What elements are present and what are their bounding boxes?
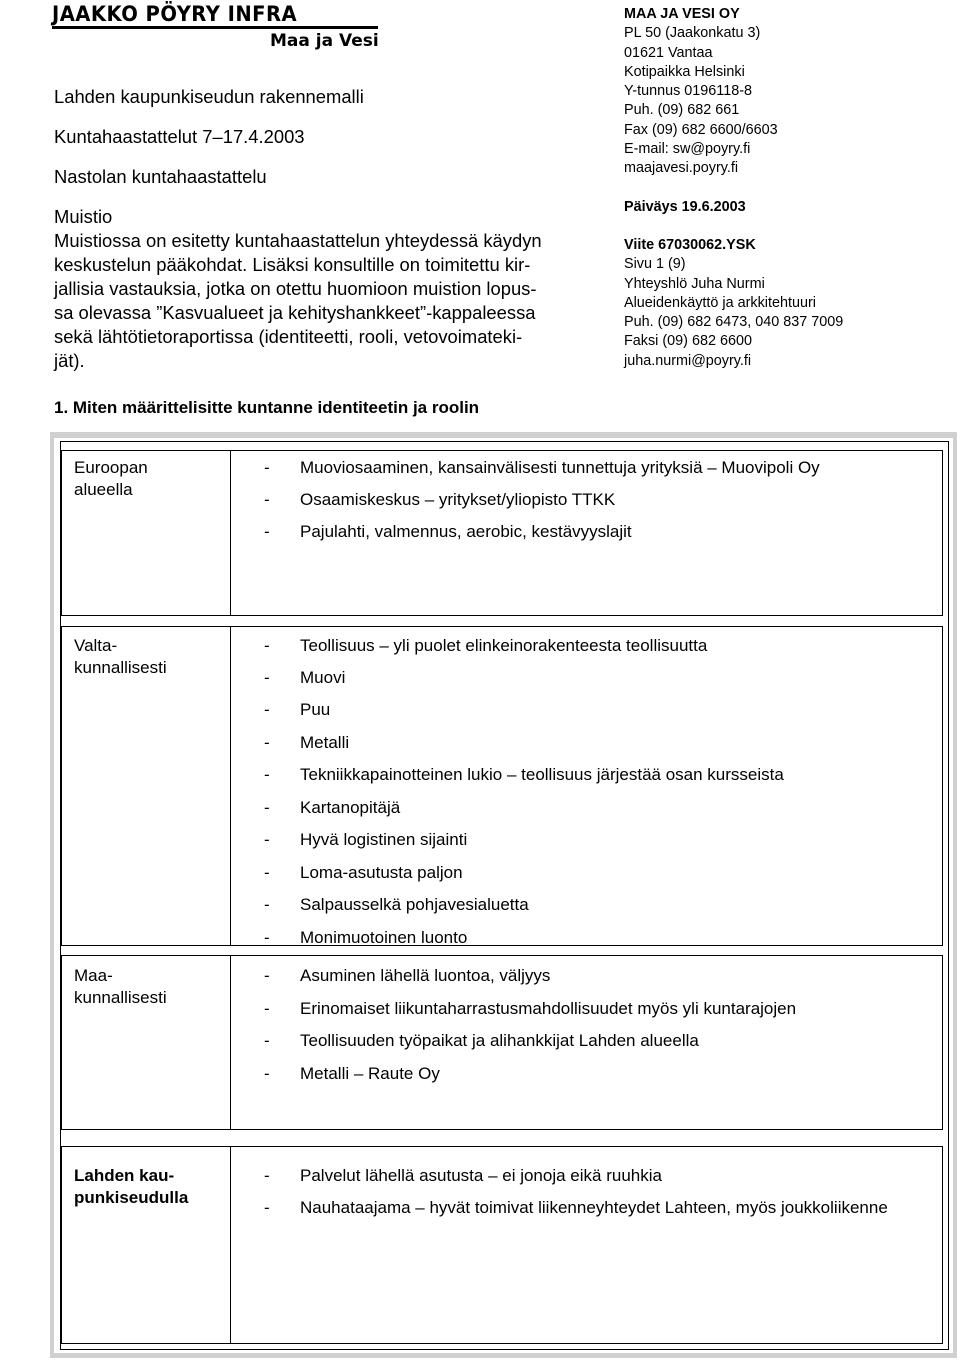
list-dash: - — [264, 863, 270, 882]
intro-line: Muistiossa on esitetty kuntahaastattelun yhteydessä käydyn — [54, 230, 542, 251]
list-item-text: Hyvä logistinen sijainti — [300, 830, 468, 849]
list-dash: - — [264, 966, 270, 985]
document-heading — [54, 85, 594, 373]
row-label-national — [74, 635, 167, 679]
intro-line: sekä lähtötietoraportissa (identiteetti, rooli, vetovoimateki- — [54, 326, 523, 347]
row-label-lahti — [74, 1165, 188, 1209]
list-item-text: Tekniikkapainotteinen lukio – teollisuus järjestää osan kursseista — [300, 765, 784, 784]
contact-line: Yhteyshlö Juha Nurmi — [624, 275, 765, 292]
list-item-text: Erinomaiset liikuntaharrastusmahdollisuudet myös yli kuntarajojen — [300, 999, 797, 1018]
address-company: MAA JA VESI OY — [624, 6, 740, 22]
list-dash: - — [264, 798, 270, 817]
address-line: Fax (09) 682 6600/6603 — [624, 121, 778, 138]
company-logo-text: JAAKKO PÖYRY INFRA — [52, 2, 298, 26]
logo-divider — [52, 26, 378, 29]
row-label-line: kunnallisesti — [74, 988, 167, 1007]
list-dash: - — [264, 490, 270, 509]
list-dash: - — [264, 928, 270, 947]
address-line: E-mail: sw@poyry.fi — [624, 141, 751, 158]
address-line: PL 50 (Jaakonkatu 3) — [624, 25, 761, 42]
list-item-text: Asuminen lähellä luontoa, väljyys — [300, 966, 551, 985]
list-dash: - — [264, 999, 270, 1018]
list-dash: - — [264, 668, 270, 687]
list-dash: - — [264, 1198, 270, 1217]
row-label-line: Lahden kau- — [74, 1166, 175, 1185]
list-dash: - — [264, 700, 270, 719]
list-item-text: Loma-asutusta paljon — [300, 863, 463, 882]
list-item-text: Teollisuus – yli puolet elinkeinorakenteesta teollisuutta — [300, 636, 708, 655]
contact-line: Puh. (09) 682 6473, 040 837 7009 — [624, 314, 844, 331]
list-item-text: Metalli – Raute Oy — [300, 1064, 440, 1083]
address-line: Y-tunnus 0196118-8 — [624, 83, 753, 100]
list-item-text: Nauhataajama – hyvät toimivat liikenneyhteydet Lahteen, myös joukkoliikenne — [300, 1198, 888, 1217]
list-dash: - — [264, 1064, 270, 1083]
contact-line: Alueidenkäyttö ja arkkitehtuuri — [624, 294, 816, 311]
list-dash: - — [264, 1031, 270, 1050]
list-item-text: Kartanopitäjä — [300, 798, 401, 817]
row-label-line: punkiseudulla — [74, 1188, 189, 1207]
list-dash: - — [264, 458, 270, 477]
list-item-text: Muoviosaaminen, kansainvälisesti tunnettuja yrityksiä – Muovipoli Oy — [300, 458, 820, 477]
interview-title: Nastolan kuntahaastattelu — [54, 166, 267, 187]
intro-line: sa olevassa ”Kasvualueet ja kehityshankkeet”-kappaleessa — [54, 302, 536, 323]
row-label-line: Valta- — [74, 636, 118, 655]
list-dash: - — [264, 765, 270, 784]
list-item-text: Muovi — [300, 668, 346, 687]
list-item-text: Monimuotoinen luonto — [300, 928, 468, 947]
list-item-text: Teollisuuden työpaikat ja alihankkijat Lahden alueella — [300, 1031, 699, 1050]
list-dash: - — [264, 522, 270, 541]
list-item-text: Salpausselkä pohjavesialuetta — [300, 895, 529, 914]
document-date: Päiväys 19.6.2003 — [624, 198, 746, 215]
question-heading: 1. Miten määrittelisitte kuntanne identiteetin ja roolin — [54, 398, 480, 417]
list-item-text: Metalli — [300, 733, 350, 752]
intro-line: jät). — [54, 350, 85, 371]
address-line: Kotipaikka Helsinki — [624, 63, 745, 80]
list-item-text: Palvelut lähellä asutusta – ei jonoja eikä ruuhkia — [300, 1166, 662, 1185]
list-dash: - — [264, 733, 270, 752]
division-logo-text: Maa ja Vesi — [270, 31, 379, 51]
contact-line: juha.nurmi@poyry.fi — [624, 352, 752, 369]
list-dash: - — [264, 636, 270, 655]
list-dash: - — [264, 895, 270, 914]
list-item-text: Pajulahti, valmennus, aerobic, kestävyyslajit — [300, 522, 632, 541]
intro-line: jallisia vastauksia, jotka on otettu huomioon muistion lopus- — [54, 278, 537, 299]
row-label-line: Euroopan — [74, 458, 148, 477]
list-item-text: Puu — [300, 700, 331, 719]
interviews-title: Kuntahaastattelut 7–17.4.2003 — [54, 126, 305, 147]
address-line: 01621 Vantaa — [624, 44, 713, 61]
contact-line: Faksi (09) 682 6600 — [624, 333, 752, 350]
address-line: Puh. (09) 682 661 — [624, 102, 740, 119]
row-label-regional — [74, 965, 167, 1009]
document-reference: Viite 67030062.YSK — [624, 236, 756, 253]
list-item-text: Osaamiskeskus – yritykset/yliopisto TTKK — [300, 490, 616, 509]
list-dash: - — [264, 1166, 270, 1185]
row-label-europe — [74, 457, 148, 501]
memo-label: Muistio — [54, 206, 113, 227]
address-block — [624, 5, 944, 371]
row-label-line: Maa- — [74, 966, 113, 985]
address-line: maajavesi.poyry.fi — [624, 160, 739, 177]
list-dash: - — [264, 830, 270, 849]
row-label-line: kunnallisesti — [74, 658, 167, 677]
project-title: Lahden kaupunkiseudun rakennemalli — [54, 86, 364, 107]
row-label-line: alueella — [74, 480, 133, 499]
intro-line: keskustelun pääkohdat. Lisäksi konsultille on toimitettu kir- — [54, 254, 531, 275]
contact-line: Sivu 1 (9) — [624, 256, 686, 273]
